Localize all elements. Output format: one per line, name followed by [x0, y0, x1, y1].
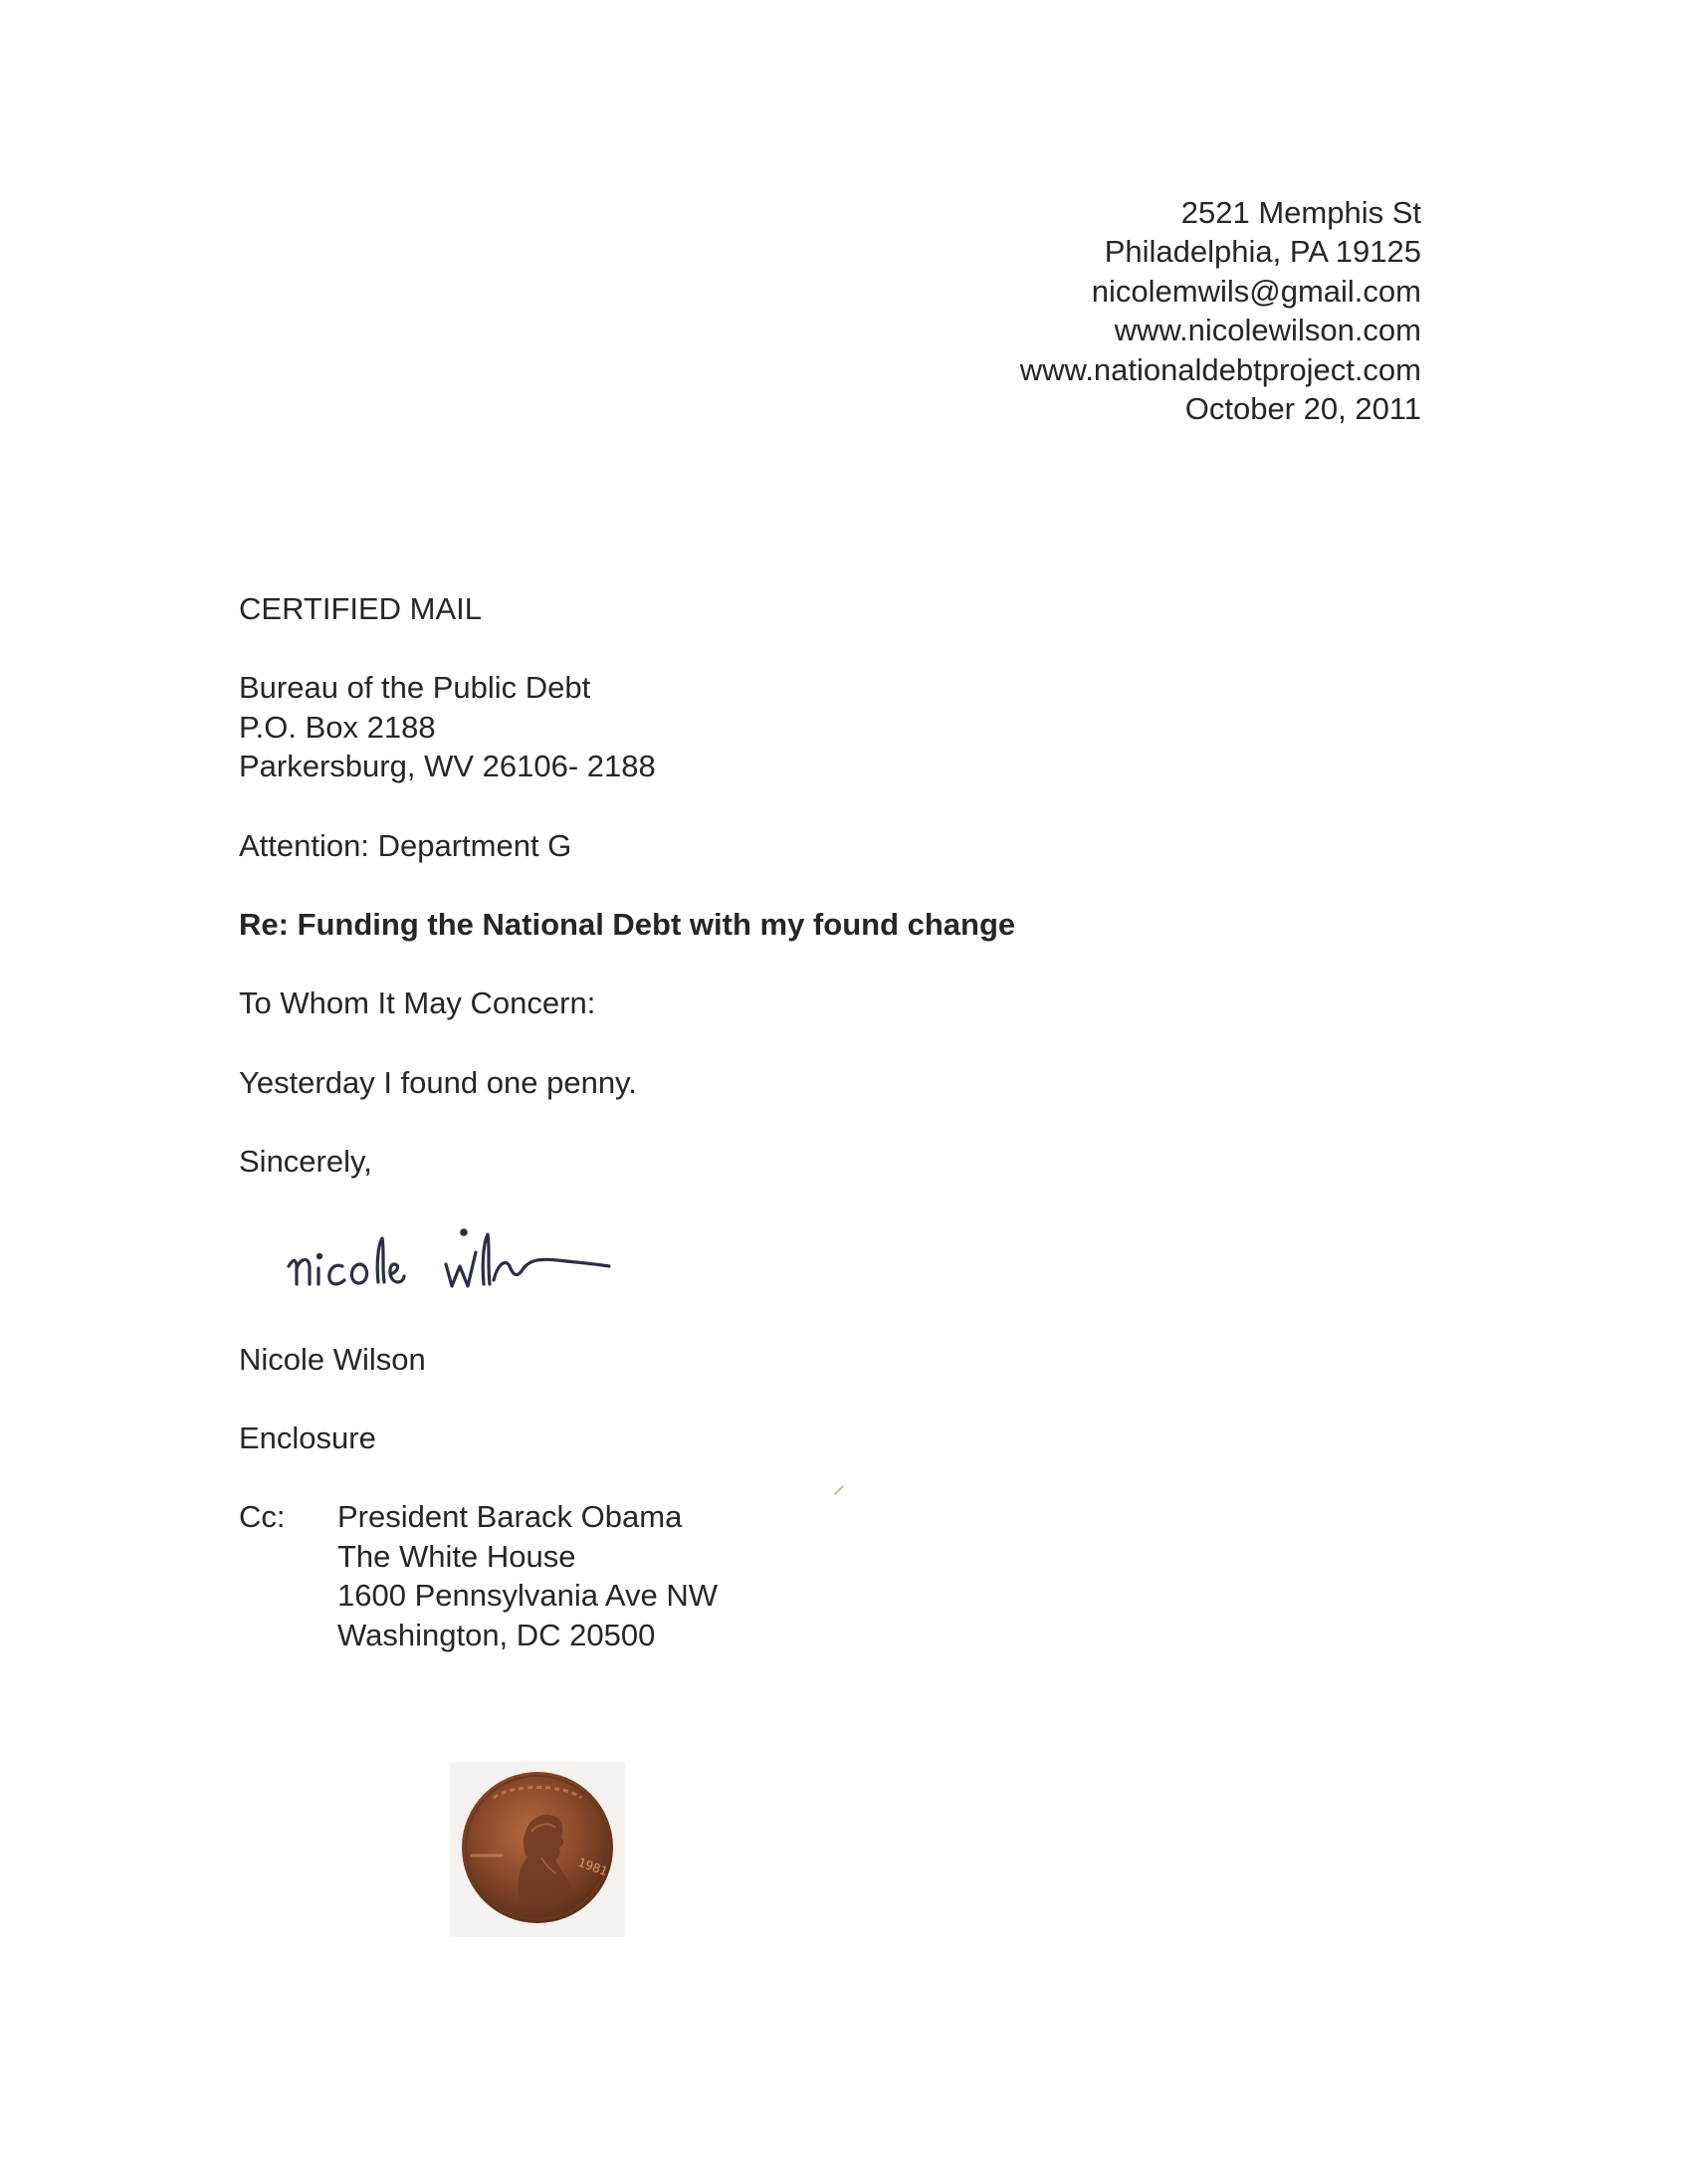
cc-line: Washington, DC 20500	[337, 1618, 656, 1652]
letter-date: October 20, 2011	[1184, 391, 1421, 426]
sender-website-personal: www.nicolewilson.com	[1114, 313, 1421, 347]
recipient-po-box: P.O. Box 2188	[239, 710, 436, 745]
cc-line: 1600 Pennsylvania Ave NW	[337, 1578, 718, 1613]
recipient-name: Bureau of the Public Debt	[239, 670, 591, 705]
paper-speck-icon	[832, 1483, 846, 1497]
cc-label: Cc:	[239, 1499, 286, 1534]
salutation: To Whom It May Concern:	[239, 985, 596, 1020]
cc-line: The White House	[337, 1539, 576, 1574]
signer-name: Nicole Wilson	[239, 1342, 426, 1377]
penny-year: 1981	[575, 1855, 610, 1879]
closing: Sincerely,	[239, 1144, 372, 1179]
handwritten-signature-icon	[279, 1204, 677, 1319]
sender-street: 2521 Memphis St	[1180, 195, 1421, 230]
sender-website-project: www.nationaldebtproject.com	[1019, 352, 1421, 387]
cc-line: President Barack Obama	[337, 1499, 683, 1534]
mail-type: CERTIFIED MAIL	[239, 591, 483, 626]
recipient-city-state-zip: Parkersburg, WV 26106- 2188	[239, 749, 656, 783]
enclosure-note: Enclosure	[239, 1420, 376, 1455]
penny-coin-icon	[450, 1762, 625, 1937]
sender-city-state-zip: Philadelphia, PA 19125	[1104, 234, 1421, 269]
letter-body: Yesterday I found one penny.	[239, 1065, 637, 1100]
subject-line: Re: Funding the National Debt with my found change	[239, 907, 1016, 942]
sender-email: nicolemwils@gmail.com	[1091, 274, 1421, 309]
attention-line: Attention: Department G	[239, 828, 572, 863]
